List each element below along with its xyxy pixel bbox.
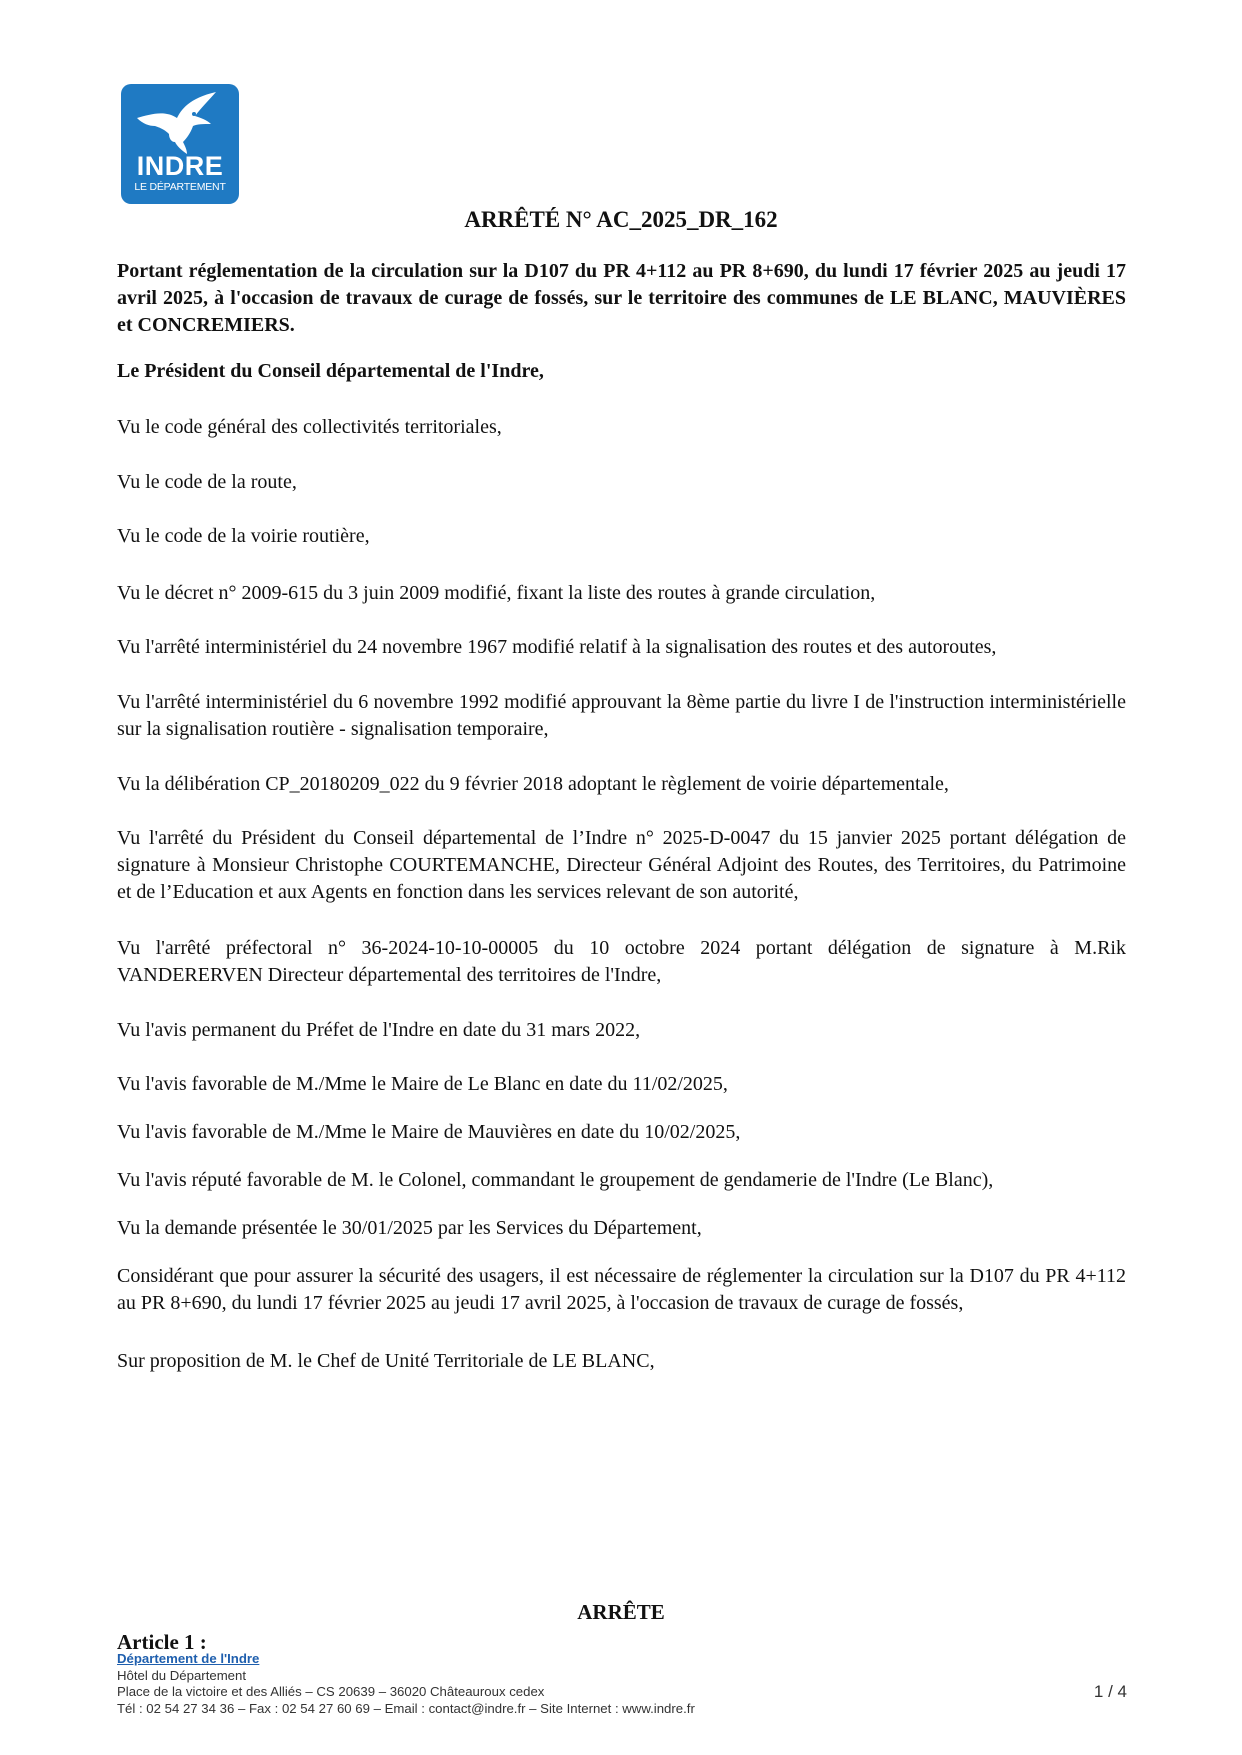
consideration-14: Vu la demande présentée le 30/01/2025 par les Services du Département, [117, 1217, 702, 1239]
decree-subject: Portant réglementation de la circulation sur la D107 du PR 4+112 au PR 8+690, du lundi 17 février 2025 au jeudi 17 avril 2025, à l'occasion de travaux de curage de fossés, sur le territoire des communes de LE BLANC, MAUVIÈRES et CONCREMIERS. [117, 260, 1126, 336]
consideration-15: Considérant que pour assurer la sécurité des usagers, il est nécessaire de réglementer la circulation sur la D107 du PR 4+112 au PR 8+690, du lundi 17 février 2025 au jeudi 17 avril 2025, à l'occasion de travaux de curage de fossés, [117, 1265, 1126, 1314]
department-logo [121, 84, 239, 204]
footer-building: Hôtel du Département [117, 1667, 247, 1683]
consideration-8: Vu l'arrêté du Président du Conseil départemental de l’Indre n° 2025-D-0047 du 15 janvier 2025 portant délégation de signature à Monsieur Christophe COURTEMANCHE, Directeur Général Adjoint des Routes, des Territoires, du Patrimoine et de l’Education et aux Agents en fonction dans les services relevant de son autorité, [117, 827, 1126, 903]
consideration-10: Vu l'avis permanent du Préfet de l'Indre en date du 31 mars 2022, [117, 1019, 641, 1041]
decision-heading: ARRÊTE [577, 1600, 665, 1624]
article-heading: Article 1 : [117, 1630, 207, 1654]
footer-address: Place de la victoire et des Alliés – CS 20639 – 36020 Châteauroux cedex [117, 1684, 545, 1699]
consideration-2: Vu le code de la route, [117, 471, 297, 493]
consideration-7: Vu la délibération CP_20180209_022 du 9 février 2018 adoptant le règlement de voirie départementale, [117, 773, 949, 795]
consideration-4: Vu le décret n° 2009-615 du 3 juin 2009 modifié, fixant la liste des routes à grande circulation, [117, 582, 876, 604]
page-number: 1 / 4 [1093, 1682, 1127, 1701]
footer-org-link[interactable]: Département de l'Indre [117, 1651, 260, 1666]
consideration-9: Vu l'arrêté préfectoral n° 36-2024-10-10-00005 du 10 octobre 2024 portant délégation de signature à M.Rik VANDERERVEN Directeur départemental des territoires de l'Indre, [117, 937, 1126, 986]
logo-name: INDRE [136, 151, 224, 181]
page-footer [117, 1651, 695, 1717]
eagle-icon [121, 84, 239, 156]
decree-title: ARRÊTÉ N° AC_2025_DR_162 [464, 207, 778, 232]
consideration-5: Vu l'arrêté interministériel du 24 novembre 1967 modifié relatif à la signalisation des routes et des autoroutes, [117, 636, 997, 658]
president-line: Le Président du Conseil départemental de l'Indre, [117, 360, 544, 382]
consideration-11: Vu l'avis favorable de M./Mme le Maire de Le Blanc en date du 11/02/2025, [117, 1073, 728, 1095]
logo-subtitle: LE DÉPARTEMENT [134, 181, 226, 193]
consideration-12: Vu l'avis favorable de M./Mme le Maire de Mauvières en date du 10/02/2025, [117, 1121, 741, 1143]
footer-contact: Tél : 02 54 27 34 36 – Fax : 02 54 27 60 69 – Email : contact@indre.fr – Site Internet : www.indre.fr [117, 1700, 695, 1716]
consideration-13: Vu l'avis réputé favorable de M. le Colonel, commandant le groupement de gendamerie de l'Indre (Le Blanc), [117, 1169, 994, 1191]
consideration-6: Vu l'arrêté interministériel du 6 novembre 1992 modifié approuvant la 8ème partie du livre I de l'instruction interministérielle sur la signalisation routière - signalisation temporaire, [117, 691, 1126, 740]
consideration-1: Vu le code général des collectivités territoriales, [117, 416, 502, 438]
consideration-16: Sur proposition de M. le Chef de Unité Territoriale de LE BLANC, [117, 1350, 655, 1372]
decree-body [117, 258, 1126, 1372]
consideration-3: Vu le code de la voirie routière, [117, 525, 370, 547]
